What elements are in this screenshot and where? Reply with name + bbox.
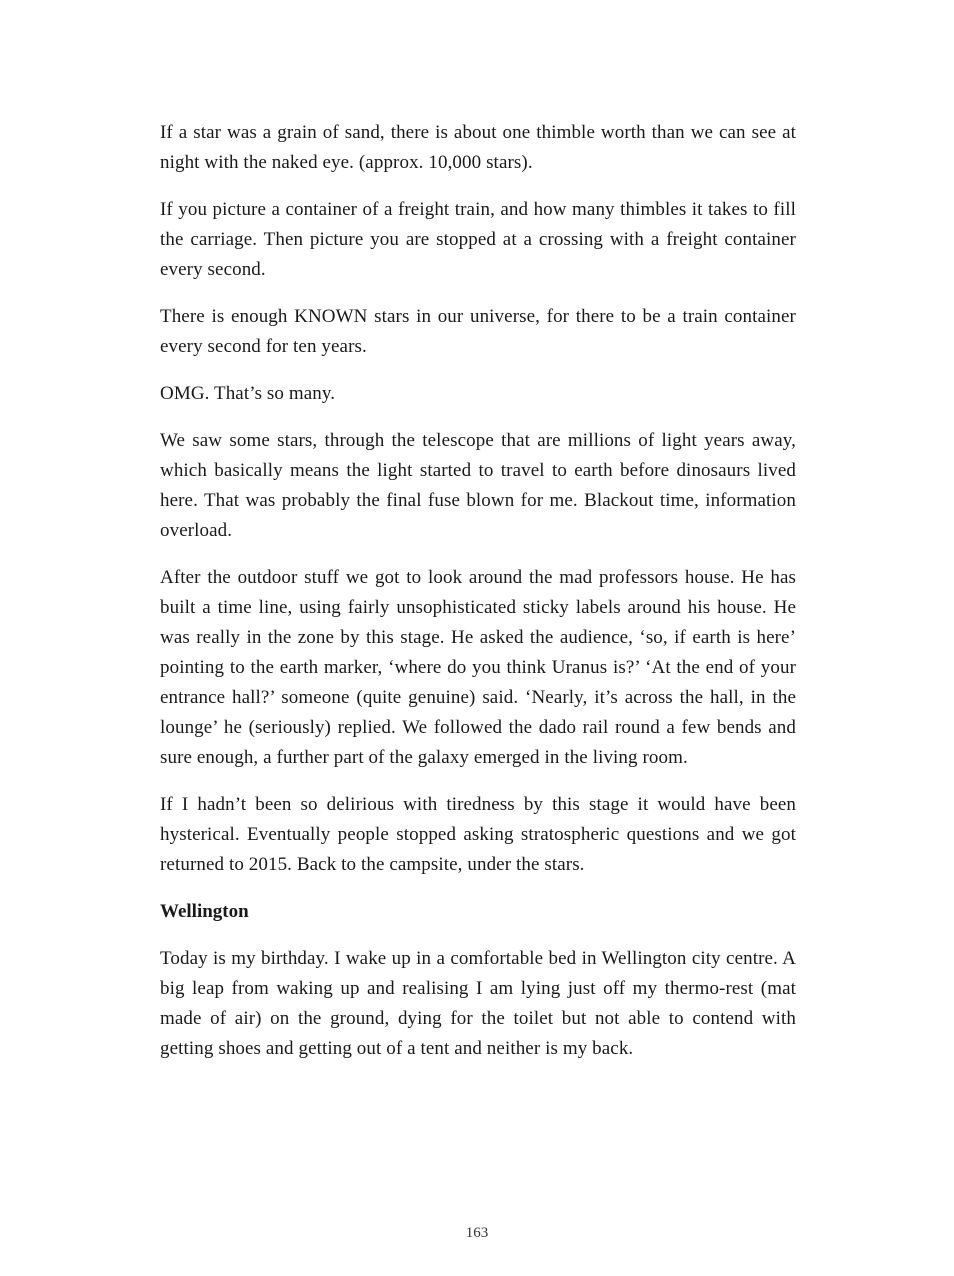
page-content [160,118,796,1081]
paragraph: Today is my birthday. I wake up in a comfortable bed in Wellington city centre. A big leap from waking up and realising I am lying just off my thermo-rest (mat made of air) on the ground, dying for the toilet but not able to contend with getting shoes and getting out of a tent and neither is my back. [160,948,796,1059]
section-heading: Wellington [160,901,249,922]
paragraph: We saw some stars, through the telescope that are millions of light years away, which basically means the light started to travel to earth before dinosaurs lived here. That was probably the final fuse blown for me. Blackout time, information overload. [160,430,796,541]
paragraph: If I hadn’t been so delirious with tiredness by this stage it would have been hysterical. Eventually people stopped asking stratospheric questions and we got returned to 2015. Back to the campsite, under the stars. [160,794,796,875]
paragraph: If a star was a grain of sand, there is about one thimble worth than we can see at night with the naked eye. (approx. 10,000 stars). [160,122,796,173]
page-number: 163 [465,1225,489,1241]
paragraph: If you picture a container of a freight train, and how many thimbles it takes to fill the carriage. Then picture you are stopped at a crossing with a freight container every second. [160,199,796,280]
paragraph: There is enough KNOWN stars in our universe, for there to be a train container every second for ten years. [160,306,796,357]
paragraph: OMG. That’s so many. [160,383,336,404]
paragraph: After the outdoor stuff we got to look around the mad professors house. He has built a time line, using fairly unsophisticated sticky labels around his house. He was really in the zone by this stage. He asked the audience, ‘so, if earth is here’ pointing to the earth marker, ‘where do you think Uranus is?’ ‘At the end of your entrance hall?’ someone (quite genuine) said. ‘Nearly, it’s across the hall, in the lounge’ he (seriously) replied. We followed the dado rail round a few bends and sure enough, a further part of the galaxy emerged in the living room. [160,567,796,768]
